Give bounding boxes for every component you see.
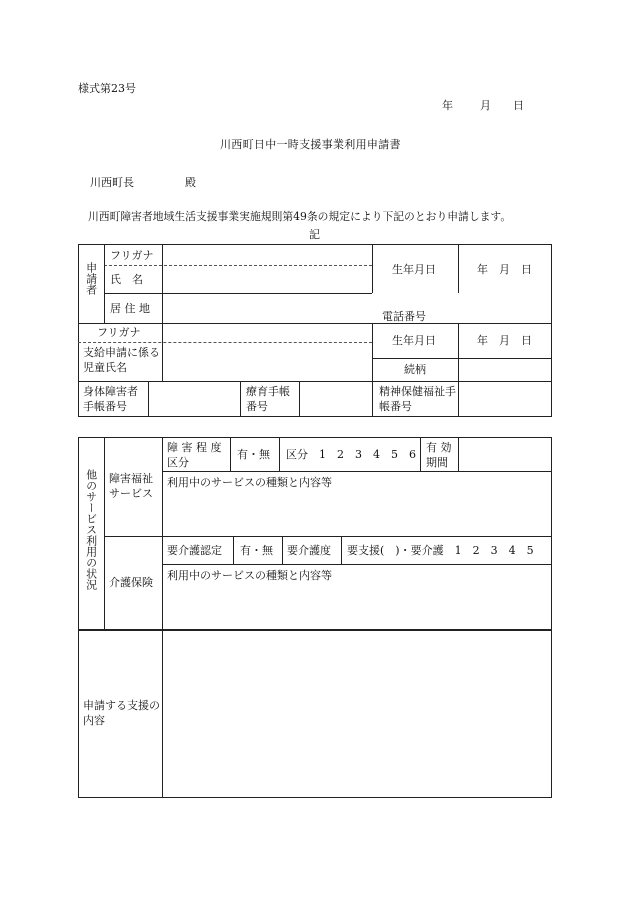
physical-cert-label: 身体障害者手帳番号 <box>83 385 138 413</box>
mental-cert-label: 精神保健福祉手帳番号 <box>379 385 456 413</box>
child-relationship-label: 続柄 <box>404 363 426 376</box>
child-birthdate-value: 年 月 日 <box>477 334 532 347</box>
welfare-content-label: 利用中のサービスの種類と内容等 <box>167 476 332 489</box>
care-yes-no: 有・無 <box>240 544 273 557</box>
date-day: 日 <box>513 99 524 112</box>
date-year: 年 <box>442 99 453 112</box>
welfare-category-label: 区分 1 2 3 4 5 6 <box>286 448 416 461</box>
support-content-label: 申請する支援の内容 <box>83 699 160 727</box>
applicant-address-label: 居 住 地 <box>110 302 150 315</box>
welfare-grade-label: 障 害 程 度 区分 <box>167 441 222 469</box>
welfare-valid-label: 有 効 期間 <box>426 441 452 469</box>
date-month: 月 <box>480 99 491 112</box>
applicant-name-label: 氏 名 <box>110 273 143 286</box>
honorific: 殿 <box>185 176 196 189</box>
welfare-yes-no: 有・無 <box>237 448 270 461</box>
applicant-section-label: 申請者 <box>84 262 98 295</box>
form-number: 様式第23号 <box>78 82 136 95</box>
applicant-birthdate-label: 生年月日 <box>392 263 436 276</box>
addressee: 川西町長 <box>90 176 134 189</box>
ryoiku-cert-label: 療育手帳番号 <box>246 385 290 413</box>
applicant-furigana-label: フリガナ <box>110 249 154 262</box>
care-insurance-label: 介護保険 <box>109 576 153 589</box>
welfare-service-label: 障害福祉サービス <box>109 472 153 500</box>
ki-label: 記 <box>309 228 320 241</box>
care-level-values: 要支援( )・要介護 1 2 3 4 5 <box>347 544 534 557</box>
care-content-label: 利用中のサービスの種類と内容等 <box>167 569 332 582</box>
page-title: 川西町日中一時支援事業利用申請書 <box>220 138 401 151</box>
child-name-label: 支給申請に係る児童氏名 <box>83 346 160 374</box>
services-section-label: 他のサービス利用の状況 <box>84 469 98 590</box>
care-level-label: 要介護度 <box>287 544 331 557</box>
care-cert-label: 要介護認定 <box>167 544 222 557</box>
child-furigana-label: フリガナ <box>97 326 141 339</box>
child-birthdate-label: 生年月日 <box>392 334 436 347</box>
applicant-phone-label: 電話番号 <box>382 310 426 323</box>
applicant-birthdate-value: 年 月 日 <box>477 263 532 276</box>
intro-text: 川西町障害者地域生活支援事業実施規則第49条の規定により下記のとおり申請します。 <box>88 210 512 223</box>
services-table <box>78 437 552 630</box>
